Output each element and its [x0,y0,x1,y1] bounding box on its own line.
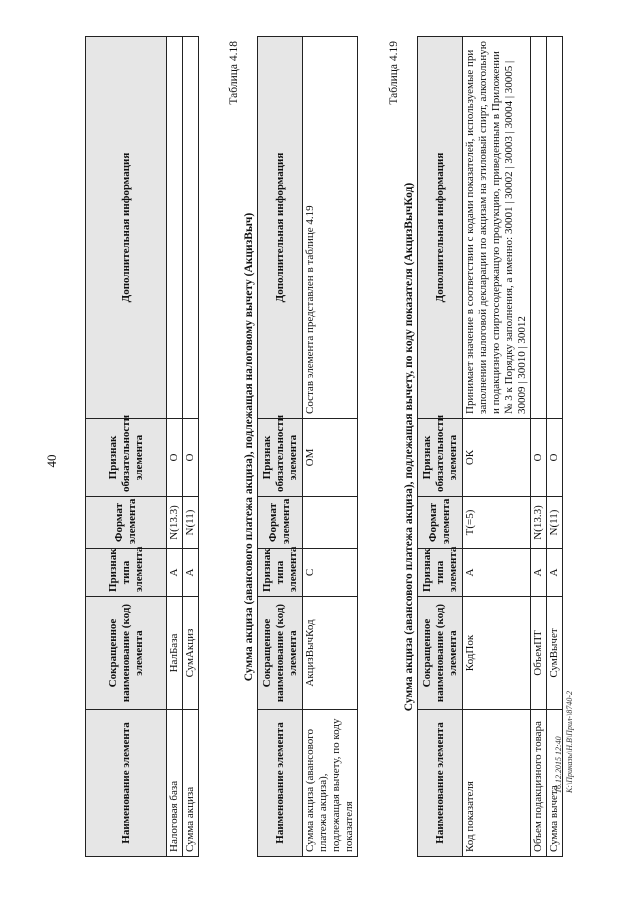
cell-format: N(11) [183,497,199,549]
cell-extra [547,37,563,419]
cell-code: СумАкциз [183,597,199,710]
table-header-row [86,37,167,857]
cell-extra [183,37,199,419]
table-row [531,37,547,857]
cell-code: КодПок [463,597,531,710]
header-name: Наименование элемента [418,710,463,857]
table-row [167,37,183,857]
cell-required: О [183,419,199,497]
cell-required: О [531,419,547,497]
table-caption-4-18: Таблица 4.18 [228,41,240,105]
header-format: Формат элемента [86,497,167,549]
cell-type: А [531,549,547,597]
header-name: Наименование элемента [86,710,167,857]
header-short-name: Сокращенное наименование (код) элемента [418,597,463,710]
cell-format: N(13.3) [167,497,183,549]
cell-type: А [463,549,531,597]
cell-type: А [167,549,183,597]
table-caption-4-19: Таблица 4.19 [388,41,400,105]
table-4-18 [257,36,358,857]
footer-stamp [553,683,575,793]
table-heading-4-18: Сумма акциза (авансового платежа акциза), подлежащая налоговому вычету (АкцизВыч) [243,212,255,682]
cell-extra: Принимает значение в соответствии с кодами показателей, используемые при заполнении налоговой декларации по акцизам на этиловый спирт, алкогольную и подакцизную спиртосодержащую продукцию, приведенным в Приложении № 3 к Порядку заполнения, а именно: 30001 | 30002 | 30003 | 30004 | 30005 | 30009 | 30010 | 30012 [463,37,531,419]
cell-name: Сумма вычета [547,710,563,857]
cell-format: N(13.3) [531,497,547,549]
table-row [463,37,531,857]
header-short-name: Сокращенное наименование (код) элемента [86,597,167,710]
cell-code: ОбъемПТ [531,597,547,710]
page-number: 40 [44,454,59,468]
header-format: Формат элемента [418,497,463,549]
footer-timestamp: 16.12.2015 12:40 [554,736,563,793]
cell-code: СумВычет [547,597,563,710]
header-extra: Дополнительная информация [418,37,463,419]
cell-name: Код показателя [463,710,531,857]
cell-code: НалБаза [167,597,183,710]
table-4-19 [417,36,563,857]
cell-required: ОК [463,419,531,497]
header-extra: Дополнительная информация [258,37,303,419]
cell-name: Сумма акциза (авансового платежа акциза), подлежащая вычету, по коду показателя [303,710,358,857]
cell-name: Налоговая база [167,710,183,857]
header-extra: Дополнительная информация [86,37,167,419]
cell-extra [531,37,547,419]
cell-name: Объем подакцизного товара [531,710,547,857]
cell-required: О [547,419,563,497]
footer-path: К:\Приказы\Н.В\Прил-\8740-2 [565,691,574,793]
cell-type: С [303,549,358,597]
cell-format: N(11) [547,497,563,549]
header-type: Признак типа элемента [86,549,167,597]
table-4-17-continued [85,36,199,857]
header-type: Признак типа элемента [418,549,463,597]
table-header-row [418,37,463,857]
cell-required: О [167,419,183,497]
cell-extra: Состав элемента представлен в таблице 4.19 [303,37,358,419]
cell-extra [167,37,183,419]
cell-name: Сумма акциза [183,710,199,857]
table-header-row [258,37,303,857]
header-format: Формат элемента [258,497,303,549]
header-type: Признак типа элемента [258,549,303,597]
table-heading-4-19: Сумма акциза (авансового платежа акциза), подлежащая вычету, по коду показателя (АкцизВычКод) [403,182,415,712]
header-short-name: Сокращенное наименование (код) элемента [258,597,303,710]
header-required: Признак обязательности элемента [86,419,167,497]
header-required: Признак обязательности элемента [258,419,303,497]
table-row [303,37,358,857]
cell-required: ОМ [303,419,358,497]
header-name: Наименование элемента [258,710,303,857]
cell-format [303,497,358,549]
cell-type: А [183,549,199,597]
cell-format: Т(=5) [463,497,531,549]
header-required: Признак обязательности элемента [418,419,463,497]
table-row [183,37,199,857]
cell-code: АкцизВычКод [303,597,358,710]
cell-type: А [547,549,563,597]
